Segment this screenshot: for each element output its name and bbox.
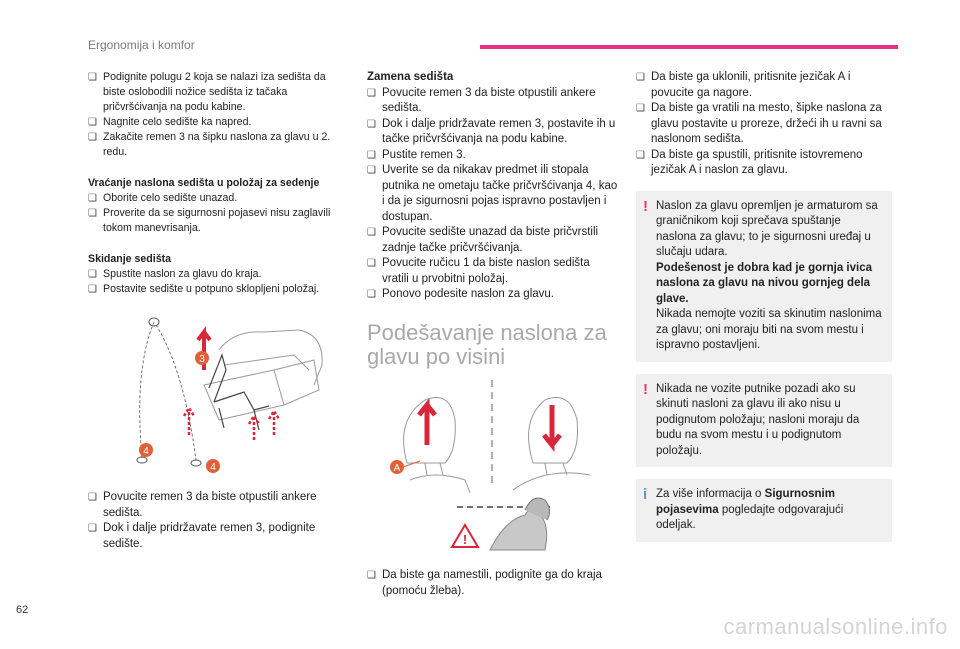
section-title: Vraćanje naslona sedišta u položaj za sedenje	[88, 177, 320, 189]
figure-label: 3	[199, 354, 205, 365]
checkbox-bullet-icon: ❑	[88, 208, 97, 219]
column-2-bottom	[367, 568, 619, 599]
info-icon: i	[643, 486, 648, 503]
list-item: ❑ Zakačite remen 3 na šipku naslona za glavu u 2. redu.	[88, 131, 331, 158]
checkbox-bullet-icon: ❑	[367, 165, 376, 176]
list-item: ❑ Povucite remen 3 da biste otpustili ankere sedišta.	[367, 86, 596, 114]
checkbox-bullet-icon: ❑	[367, 87, 376, 99]
watermark: carmanualsonline.info	[723, 614, 948, 639]
checkbox-bullet-icon: ❑	[88, 117, 97, 128]
checkbox-bullet-icon: ❑	[636, 103, 645, 114]
list-item: ❑ Da biste ga vratili na mesto, šipke naslona za glavu postavite u proreze, držeći ih u ravni sa naslonom sedišta.	[636, 102, 882, 145]
column-1-bottom	[88, 490, 350, 552]
figure-label: 4	[143, 446, 149, 457]
list-item: ❑ Nagnite celo sedište ka napred.	[88, 116, 252, 128]
checkbox-bullet-icon: ❑	[636, 72, 645, 83]
checkbox-bullet-icon: ❑	[88, 492, 97, 503]
section-title: Skidanje sedišta	[88, 253, 172, 265]
list-item: ❑ Ponovo podesite naslon za glavu.	[367, 287, 619, 303]
warning-box: ! Nikada ne vozite putnike pozadi ako su skinuti nasloni za glavu ili ako nisu u podignutom položaju; nasloni moraju da budu na svom mestu i u podignutom položaju.	[636, 374, 892, 468]
list-item: ❑ Povucite remen 3 da biste otpustili ankere sedišta.	[88, 491, 317, 519]
list-item: ❑ Spustite naslon za glavu do kraja.	[88, 268, 262, 280]
list-item: ❑ Pustite remen 3.	[367, 148, 619, 164]
checkbox-bullet-icon: ❑	[88, 72, 97, 83]
list-item: ❑ Postavite sedište u potpuno sklopljeni položaj.	[88, 283, 320, 295]
warning-box: ! Naslon za glavu opremljen je armaturom sa graničnikom koji sprečava spuštanje naslona za glavu; to je sigurnosni uređaj u slučaju udara. Podešenost je dobra kad je gornja ivica naslona za glavu na nivou gornjeg dela glave. Nikada nemojte voziti sa skinutim naslonima za glavu; oni moraju biti na svom mestu i ispravno postavljeni.	[636, 191, 892, 362]
checkbox-bullet-icon: ❑	[88, 193, 97, 204]
headrest-figure	[385, 375, 610, 565]
header-title: Ergonomija i komfor	[88, 38, 195, 52]
list-item: ❑ Povucite sedište unazad da biste pričvrstili zadnje tačke pričvršćivanja.	[367, 226, 599, 254]
seat-removal-figure	[124, 310, 339, 480]
page-number: 62	[16, 604, 29, 616]
list-item: ❑ Oborite celo sedište unazad.	[88, 192, 238, 204]
checkbox-bullet-icon: ❑	[88, 269, 97, 280]
checkbox-bullet-icon: ❑	[88, 132, 97, 143]
checkbox-bullet-icon: ❑	[367, 570, 376, 581]
list-item: ❑ Povucite ručicu 1 da biste naslon sedišta vratili u prvobitni položaj.	[367, 257, 590, 285]
warning-icon: !	[643, 380, 648, 398]
info-box: i Za više informacija o Sigurnosnim pojasevima pogledajte odgovarajući odeljak.	[636, 479, 892, 542]
figure-label: 4	[210, 462, 216, 473]
list-item: ❑ Da biste ga uklonili, pritisnite jezičak A i povucite ga nagore.	[636, 71, 851, 99]
checkbox-bullet-icon: ❑	[367, 258, 376, 269]
list-item: ❑ Da biste ga spustili, pritisnite istovremeno jezičak A i naslon za glavu.	[636, 148, 863, 176]
figure-label: A	[393, 463, 401, 474]
column-1	[88, 70, 350, 297]
list-item: ❑ Dok i dalje pridržavate remen 3, podignite sedište.	[88, 522, 316, 550]
checkbox-bullet-icon: ❑	[367, 227, 376, 238]
checkbox-bullet-icon: ❑	[636, 149, 645, 161]
section-title: Zamena sedišta	[367, 71, 454, 83]
warning-icon: !	[643, 197, 648, 215]
warning-icon: !	[462, 532, 468, 547]
checkbox-bullet-icon: ❑	[88, 284, 97, 295]
list-item: ❑ Uverite se da nikakav predmet ili stopala putnika ne ometaju tačke pričvršćivanja 4, kao i da je sigurnosni pojas ispravno postavljen i dostupan.	[367, 164, 618, 223]
section-heading: Podešavanje naslona za glavu po visini	[367, 319, 607, 369]
checkbox-bullet-icon: ❑	[367, 289, 376, 300]
checkbox-bullet-icon: ❑	[367, 149, 376, 161]
header-accent-bar	[480, 45, 898, 49]
column-3	[636, 70, 892, 542]
list-item: ❑ Da biste ga namestili, podignite ga do kraja (pomoću žleba).	[367, 569, 602, 597]
column-2	[367, 70, 619, 379]
checkbox-bullet-icon: ❑	[88, 523, 97, 534]
list-item: ❑ Podignite polugu 2 koja se nalazi iza sedišta da biste oslobodili nožice sedišta iz tačaka pričvršćivanja na podu kabine.	[88, 71, 326, 113]
list-item: ❑ Proverite da se sigurnosni pojasevi nisu zaglavili tokom manevrisanja.	[88, 207, 331, 234]
list-item: ❑ Dok i dalje pridržavate remen 3, postavite ih u tačke pričvršćivanja na podu kabine.	[367, 117, 616, 145]
checkbox-bullet-icon: ❑	[367, 118, 376, 130]
